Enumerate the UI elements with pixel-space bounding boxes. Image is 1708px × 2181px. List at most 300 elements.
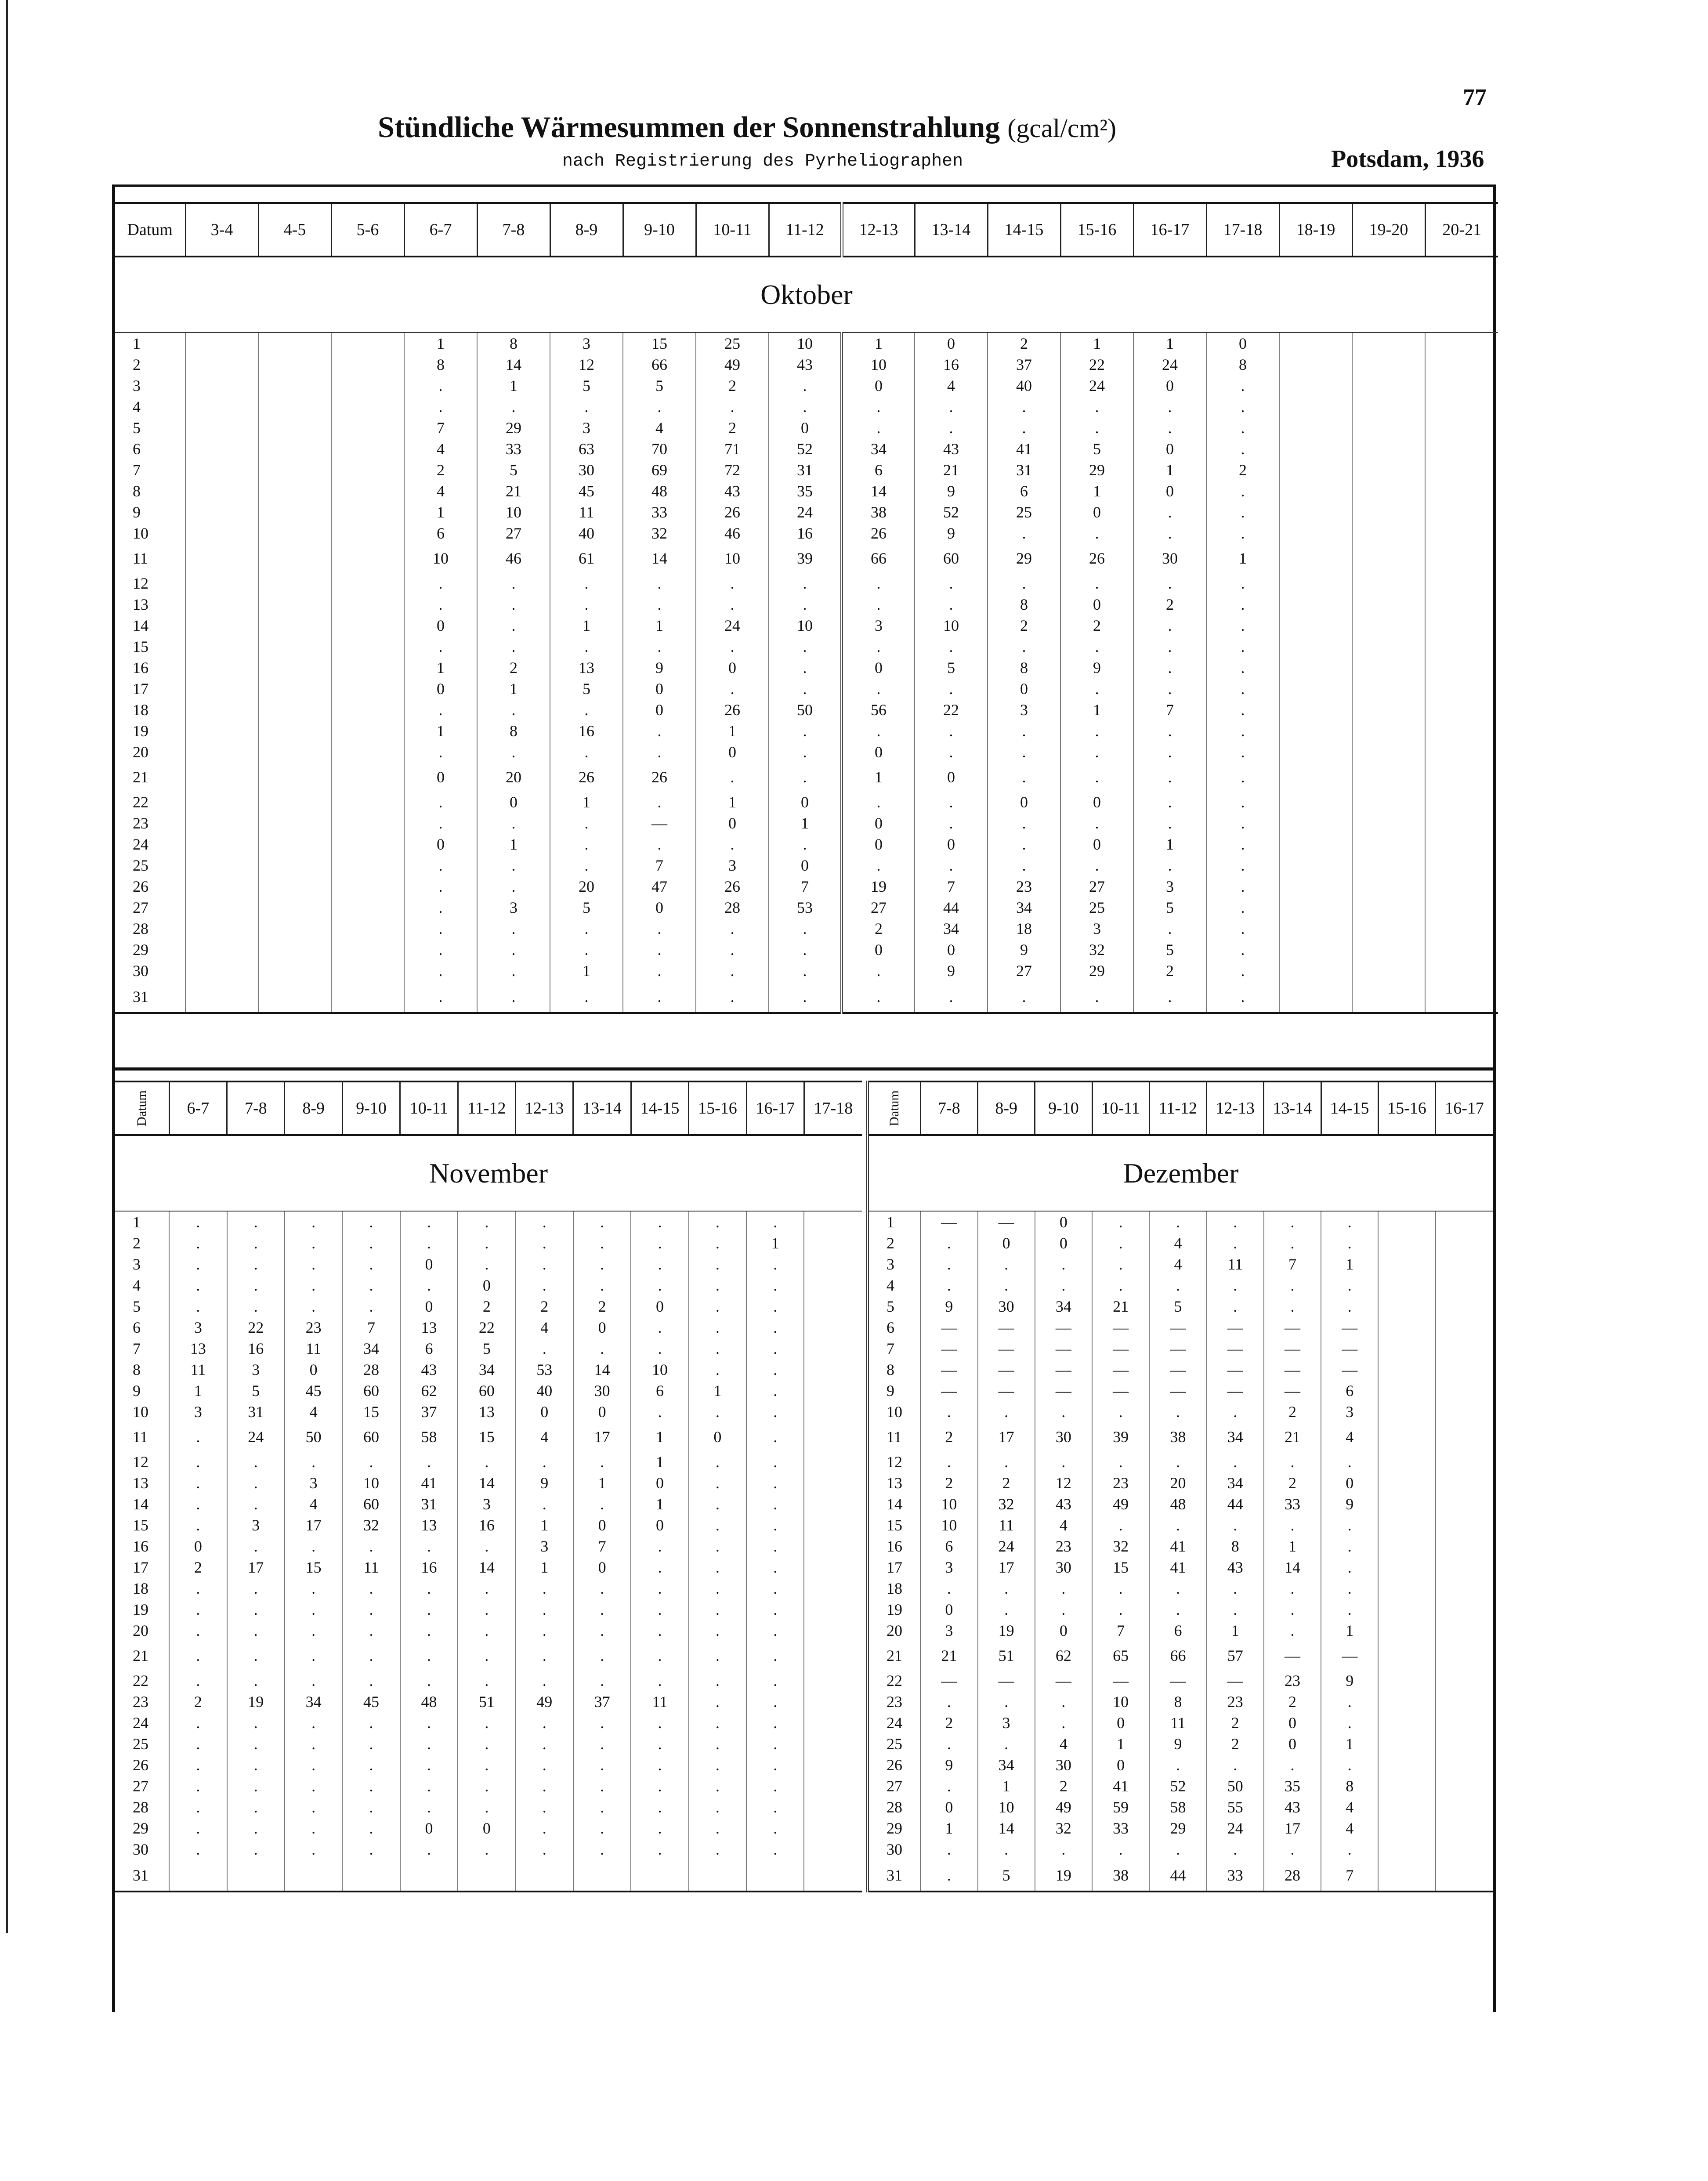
table-row xyxy=(115,1359,862,1380)
value-cell: . xyxy=(631,1599,688,1620)
value-cell: 0 xyxy=(920,1797,977,1818)
value-cell: . xyxy=(1149,1275,1206,1296)
value-cell: 45 xyxy=(342,1691,400,1712)
value-cell: . xyxy=(915,396,988,417)
value-cell: . xyxy=(169,1254,227,1275)
datum-cell: 24 xyxy=(133,1714,148,1732)
value-cell xyxy=(804,1317,862,1338)
value-cell xyxy=(1378,1776,1435,1797)
value-cell: 16 xyxy=(769,523,842,544)
value-cell: . xyxy=(631,1776,688,1797)
value-cell xyxy=(1352,699,1425,720)
table-row xyxy=(115,594,1498,615)
datum-cell: 1 xyxy=(133,335,141,352)
value-cell: . xyxy=(285,1712,342,1733)
value-cell: . xyxy=(1092,1839,1149,1860)
value-cell: 53 xyxy=(516,1359,573,1380)
value-cell: . xyxy=(1264,1211,1321,1233)
table-row xyxy=(115,1296,862,1317)
value-cell xyxy=(1425,544,1498,573)
value-cell: . xyxy=(1206,481,1279,502)
value-cell xyxy=(1279,594,1352,615)
dezember-month-title: Dezember xyxy=(868,1135,1493,1211)
value-cell xyxy=(331,813,404,834)
value-cell: 4 xyxy=(516,1422,573,1451)
value-cell: 33 xyxy=(1264,1494,1321,1515)
value-cell: . xyxy=(400,1670,458,1691)
value-cell xyxy=(1279,876,1352,897)
value-cell xyxy=(331,981,404,1013)
value-cell: 22 xyxy=(458,1317,515,1338)
value-cell xyxy=(1279,720,1352,741)
value-cell: 0 xyxy=(400,1818,458,1839)
value-cell: 9 xyxy=(1321,1670,1378,1691)
value-cell: . xyxy=(400,1275,458,1296)
value-cell xyxy=(185,699,258,720)
value-cell xyxy=(804,1380,862,1401)
value-cell: 9 xyxy=(920,1296,977,1317)
value-cell: 34 xyxy=(1207,1472,1264,1494)
value-cell: . xyxy=(978,1578,1035,1599)
datum-cell: 17 xyxy=(887,1559,902,1576)
value-cell xyxy=(804,1797,862,1818)
hour-header: 13-14 xyxy=(915,203,988,257)
value-cell: . xyxy=(988,981,1060,1013)
value-cell: — xyxy=(978,1211,1035,1233)
value-cell xyxy=(1436,1515,1493,1536)
dezember-table xyxy=(866,1081,1493,1892)
value-cell xyxy=(1279,502,1352,523)
value-cell: 27 xyxy=(988,960,1060,981)
value-cell xyxy=(331,834,404,855)
value-cell: . xyxy=(920,1254,977,1275)
value-cell: . xyxy=(689,1620,746,1641)
value-cell: 34 xyxy=(842,438,915,459)
value-cell: . xyxy=(1321,1275,1378,1296)
value-cell xyxy=(746,1860,804,1892)
value-cell: . xyxy=(1035,1578,1092,1599)
value-cell: . xyxy=(689,1641,746,1670)
value-cell: 0 xyxy=(400,1254,458,1275)
value-cell: . xyxy=(769,396,842,417)
value-cell: — xyxy=(1092,1670,1149,1691)
datum-cell: 15 xyxy=(133,638,148,655)
value-cell: 30 xyxy=(550,459,623,481)
value-cell: . xyxy=(516,1578,573,1599)
value-cell: . xyxy=(342,1211,400,1233)
value-cell: — xyxy=(1207,1338,1264,1359)
datum-cell: 13 xyxy=(133,596,148,613)
value-cell: . xyxy=(1321,1578,1378,1599)
value-cell: 7 xyxy=(915,876,988,897)
table-row xyxy=(115,981,1498,1013)
value-cell: 5 xyxy=(978,1860,1035,1892)
datum-cell: 28 xyxy=(133,1798,148,1816)
hour-header: 7-8 xyxy=(477,203,550,257)
value-cell: . xyxy=(915,636,988,657)
value-cell: 66 xyxy=(842,544,915,573)
value-cell: . xyxy=(400,1599,458,1620)
value-cell: — xyxy=(1321,1359,1378,1380)
value-cell: . xyxy=(285,1641,342,1670)
value-cell: . xyxy=(631,1670,688,1691)
value-cell: — xyxy=(1149,1359,1206,1380)
value-cell: . xyxy=(169,1620,227,1641)
value-cell: . xyxy=(769,741,842,763)
value-cell: 0 xyxy=(842,813,915,834)
value-cell: 1 xyxy=(550,792,623,813)
value-cell xyxy=(331,594,404,615)
value-cell: 60 xyxy=(458,1380,515,1401)
value-cell: . xyxy=(169,1599,227,1620)
value-cell: . xyxy=(342,1578,400,1599)
value-cell: . xyxy=(746,1712,804,1733)
value-cell xyxy=(1378,1233,1435,1254)
value-cell xyxy=(804,1712,862,1733)
value-cell: 14 xyxy=(458,1472,515,1494)
value-cell: . xyxy=(746,1380,804,1401)
value-cell: — xyxy=(1149,1338,1206,1359)
value-cell: . xyxy=(1206,573,1279,594)
table-row xyxy=(115,1839,862,1860)
value-cell xyxy=(258,813,331,834)
value-cell xyxy=(1436,1712,1493,1733)
table-row xyxy=(115,1712,862,1733)
value-cell xyxy=(1378,1536,1435,1557)
value-cell xyxy=(1378,1712,1435,1733)
value-cell xyxy=(1378,1860,1435,1892)
value-cell: . xyxy=(285,1254,342,1275)
section-divider xyxy=(112,1067,1496,1071)
value-cell: 34 xyxy=(285,1691,342,1712)
value-cell: . xyxy=(1133,615,1206,636)
value-cell xyxy=(185,763,258,792)
value-cell: 50 xyxy=(285,1422,342,1451)
value-cell: . xyxy=(1035,1254,1092,1275)
value-cell: 51 xyxy=(458,1691,515,1712)
value-cell: 20 xyxy=(1149,1472,1206,1494)
value-cell: 16 xyxy=(400,1557,458,1578)
value-cell xyxy=(1352,876,1425,897)
value-cell xyxy=(1279,417,1352,438)
value-cell xyxy=(331,573,404,594)
value-cell: . xyxy=(227,1494,285,1515)
value-cell xyxy=(258,573,331,594)
value-cell: . xyxy=(285,1670,342,1691)
value-cell: 49 xyxy=(516,1691,573,1712)
value-cell: . xyxy=(516,1233,573,1254)
value-cell: 29 xyxy=(988,544,1060,573)
table-row xyxy=(868,1515,1493,1536)
table-row xyxy=(115,741,1498,763)
value-cell: 6 xyxy=(400,1338,458,1359)
value-cell xyxy=(804,1536,862,1557)
value-cell xyxy=(1378,1380,1435,1401)
value-cell: . xyxy=(550,918,623,939)
oktober-month-title: Oktober xyxy=(115,257,1498,333)
value-cell: . xyxy=(623,594,696,615)
value-cell: 2 xyxy=(988,615,1060,636)
value-cell: 18 xyxy=(988,918,1060,939)
value-cell: 33 xyxy=(1207,1860,1264,1892)
value-cell: . xyxy=(746,1776,804,1797)
value-cell: . xyxy=(458,1712,515,1733)
value-cell: . xyxy=(842,981,915,1013)
value-cell: . xyxy=(550,834,623,855)
datum-cell: 18 xyxy=(133,1580,148,1597)
value-cell xyxy=(185,720,258,741)
value-cell: 3 xyxy=(477,897,550,918)
value-cell: 40 xyxy=(550,523,623,544)
value-cell: 29 xyxy=(1060,459,1133,481)
value-cell xyxy=(1436,1317,1493,1338)
value-cell: 30 xyxy=(1035,1422,1092,1451)
value-cell: . xyxy=(169,1296,227,1317)
value-cell: . xyxy=(1149,1839,1206,1860)
value-cell: . xyxy=(623,960,696,981)
value-cell xyxy=(169,1860,227,1892)
november-month-title: November xyxy=(115,1135,862,1211)
datum-cell: 12 xyxy=(133,1453,148,1471)
value-cell: — xyxy=(1035,1359,1092,1380)
value-cell: . xyxy=(169,1275,227,1296)
value-cell: 6 xyxy=(631,1380,688,1401)
value-cell: 21 xyxy=(920,1641,977,1670)
datum-cell: 21 xyxy=(887,1647,902,1664)
value-cell xyxy=(1352,636,1425,657)
value-cell: . xyxy=(458,1670,515,1691)
value-cell: . xyxy=(573,1254,631,1275)
value-cell: . xyxy=(458,1451,515,1472)
value-cell: . xyxy=(400,1776,458,1797)
value-cell: . xyxy=(550,813,623,834)
value-cell: . xyxy=(169,1754,227,1776)
value-cell: 30 xyxy=(1035,1754,1092,1776)
value-cell: . xyxy=(769,834,842,855)
value-cell: 39 xyxy=(1092,1422,1149,1451)
value-cell: 14 xyxy=(477,354,550,375)
value-cell xyxy=(258,657,331,678)
value-cell xyxy=(804,1422,862,1451)
value-cell xyxy=(1279,855,1352,876)
value-cell: 41 xyxy=(1149,1536,1206,1557)
value-cell: 12 xyxy=(550,354,623,375)
value-cell xyxy=(1425,897,1498,918)
value-cell: 9 xyxy=(1149,1733,1206,1754)
value-cell: 31 xyxy=(769,459,842,481)
value-cell xyxy=(804,1599,862,1620)
value-cell xyxy=(1425,657,1498,678)
value-cell: 1 xyxy=(1206,544,1279,573)
value-cell: . xyxy=(689,1275,746,1296)
value-cell: . xyxy=(1207,1599,1264,1620)
value-cell: . xyxy=(477,594,550,615)
value-cell: 24 xyxy=(1133,354,1206,375)
value-cell: . xyxy=(1149,1451,1206,1472)
value-cell xyxy=(331,792,404,813)
value-cell: . xyxy=(623,573,696,594)
hour-header: 6-7 xyxy=(169,1081,227,1135)
datum-cell: 7 xyxy=(133,1340,141,1357)
value-cell: 6 xyxy=(1321,1380,1378,1401)
value-cell xyxy=(185,544,258,573)
value-cell: . xyxy=(1060,741,1133,763)
value-cell: 3 xyxy=(516,1536,573,1557)
hour-header: 9-10 xyxy=(623,203,696,257)
value-cell: 0 xyxy=(573,1515,631,1536)
datum-cell: 4 xyxy=(133,398,141,416)
table-row xyxy=(115,1211,862,1233)
value-cell: 60 xyxy=(342,1422,400,1451)
value-cell: . xyxy=(978,1451,1035,1472)
value-cell xyxy=(258,636,331,657)
value-cell xyxy=(258,741,331,763)
value-cell xyxy=(1279,678,1352,699)
datum-cell: 3 xyxy=(133,1255,141,1273)
value-cell: 4 xyxy=(1149,1254,1206,1275)
value-cell: — xyxy=(1092,1317,1149,1338)
value-cell xyxy=(258,897,331,918)
value-cell xyxy=(185,939,258,960)
value-cell xyxy=(1378,1557,1435,1578)
value-cell xyxy=(804,1254,862,1275)
value-cell: . xyxy=(769,720,842,741)
value-cell xyxy=(185,523,258,544)
value-cell: 0 xyxy=(623,897,696,918)
value-cell: 1 xyxy=(550,960,623,981)
value-cell: . xyxy=(477,636,550,657)
datum-cell: 8 xyxy=(133,482,141,500)
datum-cell: 2 xyxy=(133,356,141,373)
value-cell: . xyxy=(769,636,842,657)
value-cell: . xyxy=(988,573,1060,594)
value-cell: 0 xyxy=(400,1296,458,1317)
value-cell: 1 xyxy=(978,1776,1035,1797)
value-cell: 1 xyxy=(477,375,550,396)
value-cell xyxy=(185,438,258,459)
value-cell: 0 xyxy=(696,657,769,678)
value-cell: 10 xyxy=(342,1472,400,1494)
value-cell: 0 xyxy=(516,1401,573,1422)
value-cell xyxy=(258,699,331,720)
value-cell xyxy=(185,741,258,763)
datum-cell: 23 xyxy=(133,814,148,832)
value-cell: — xyxy=(1092,1338,1149,1359)
value-cell: . xyxy=(623,834,696,855)
value-cell xyxy=(1279,544,1352,573)
table-row xyxy=(115,502,1498,523)
datum-cell: 1 xyxy=(887,1213,894,1231)
datum-cell: 16 xyxy=(887,1537,902,1555)
value-cell: 29 xyxy=(477,417,550,438)
value-cell: 1 xyxy=(842,333,915,354)
value-cell xyxy=(185,876,258,897)
value-cell: . xyxy=(746,1422,804,1451)
value-cell: . xyxy=(342,1599,400,1620)
value-cell: 1 xyxy=(404,502,477,523)
table-row xyxy=(115,1754,862,1776)
value-cell: 3 xyxy=(988,699,1060,720)
table-row xyxy=(868,1670,1493,1691)
value-cell xyxy=(1279,333,1352,354)
value-cell xyxy=(1436,1860,1493,1892)
table-row xyxy=(115,1317,862,1338)
value-cell: . xyxy=(1060,396,1133,417)
value-cell: 21 xyxy=(915,459,988,481)
table-row xyxy=(115,876,1498,897)
value-cell: . xyxy=(746,1733,804,1754)
value-cell: . xyxy=(573,1641,631,1670)
value-cell xyxy=(1436,1839,1493,1860)
value-cell xyxy=(1352,354,1425,375)
value-cell: . xyxy=(285,1733,342,1754)
table-row xyxy=(868,1712,1493,1733)
value-cell: . xyxy=(516,1254,573,1275)
value-cell: . xyxy=(689,1211,746,1233)
value-cell: . xyxy=(1321,1691,1378,1712)
value-cell: . xyxy=(516,1494,573,1515)
value-cell: . xyxy=(1321,1839,1378,1860)
location-year: Potsdam, 1936 xyxy=(1331,145,1484,173)
hour-header: 19-20 xyxy=(1352,203,1425,257)
value-cell: . xyxy=(1035,1451,1092,1472)
value-cell: . xyxy=(978,1839,1035,1860)
value-cell: . xyxy=(1206,657,1279,678)
datum-cell: 31 xyxy=(868,1860,920,1892)
value-cell: . xyxy=(516,1211,573,1233)
value-cell: 0 xyxy=(458,1275,515,1296)
value-cell: . xyxy=(1206,699,1279,720)
value-cell xyxy=(1436,1211,1493,1233)
datum-cell: 10 xyxy=(133,524,148,542)
table-row xyxy=(115,333,1498,354)
datum-cell: 19 xyxy=(133,722,148,740)
value-cell: . xyxy=(1264,1839,1321,1860)
value-cell: 34 xyxy=(458,1359,515,1380)
value-cell xyxy=(1425,939,1498,960)
value-cell xyxy=(1425,594,1498,615)
hour-header: 17-18 xyxy=(1206,203,1279,257)
value-cell: 0 xyxy=(842,657,915,678)
value-cell: . xyxy=(227,1296,285,1317)
datum-cell: 29 xyxy=(887,1819,902,1837)
value-cell: . xyxy=(842,396,915,417)
value-cell: 10 xyxy=(404,544,477,573)
value-cell: — xyxy=(1035,1338,1092,1359)
value-cell: . xyxy=(842,792,915,813)
value-cell: . xyxy=(1206,918,1279,939)
hour-header: 12-13 xyxy=(1207,1081,1264,1135)
value-cell: . xyxy=(1133,720,1206,741)
value-cell: . xyxy=(920,1578,977,1599)
datum-cell: 5 xyxy=(133,1298,141,1315)
value-cell: 28 xyxy=(696,897,769,918)
value-cell: 0 xyxy=(1206,333,1279,354)
value-cell: . xyxy=(746,1515,804,1536)
value-cell: . xyxy=(477,939,550,960)
datum-cell: 21 xyxy=(133,1647,148,1664)
value-cell: . xyxy=(1264,1620,1321,1641)
value-cell: . xyxy=(342,1797,400,1818)
value-cell: 2 xyxy=(516,1296,573,1317)
value-cell: 19 xyxy=(1035,1860,1092,1892)
value-cell: — xyxy=(978,1338,1035,1359)
value-cell: 4 xyxy=(623,417,696,438)
hour-header: 14-15 xyxy=(1321,1081,1378,1135)
value-cell: 10 xyxy=(842,354,915,375)
value-cell: . xyxy=(342,1620,400,1641)
datum-cell: 29 xyxy=(133,1819,148,1837)
